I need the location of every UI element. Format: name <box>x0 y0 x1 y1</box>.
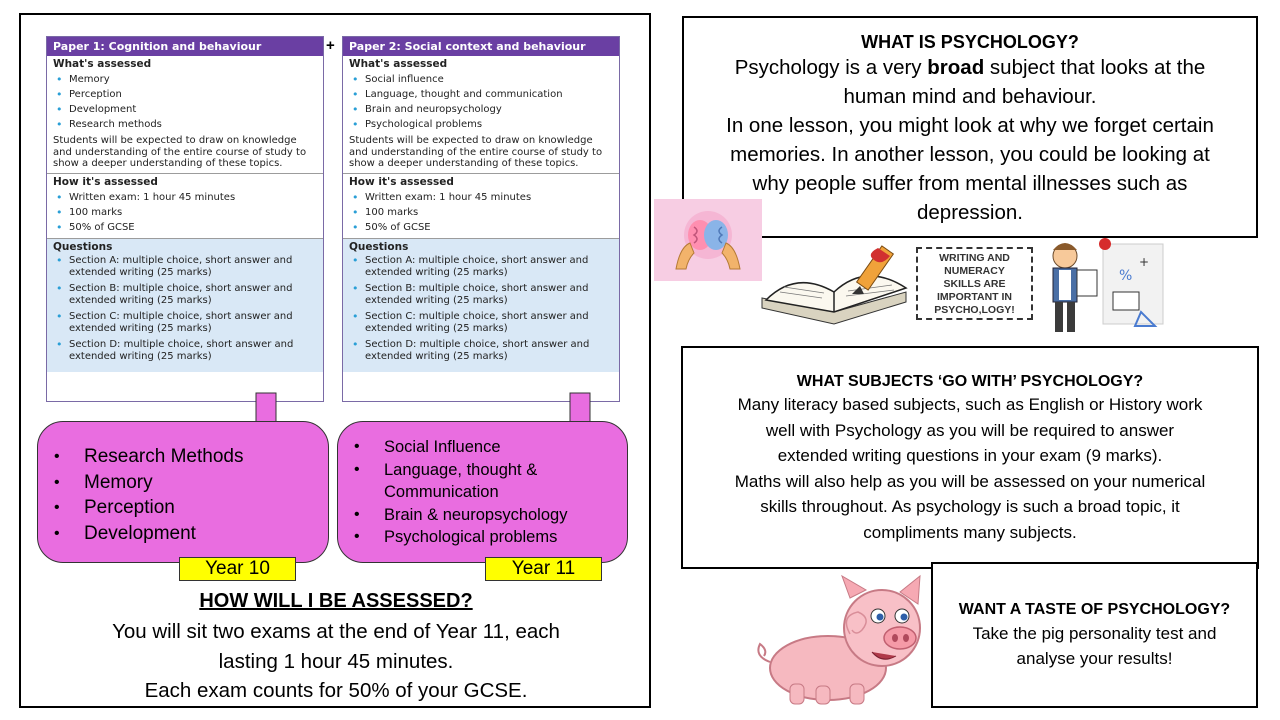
brain-hands-image <box>654 199 762 281</box>
svg-text:%: % <box>1119 268 1133 284</box>
list-item: • Research methods <box>53 117 317 132</box>
note-line: NUMERACY <box>944 265 1005 277</box>
taste-body <box>933 621 1256 671</box>
open-book-icon <box>756 240 914 332</box>
paper2-spec-table <box>342 36 620 402</box>
list-item: • Memory <box>38 470 328 496</box>
section-title: Questions <box>349 240 409 253</box>
list-item: • Section A: multiple choice, short answer and extended writing (25 marks) <box>349 255 613 279</box>
list-item: • 50% of GCSE <box>349 220 613 235</box>
section-title: How it's assessed <box>53 175 158 188</box>
section-title: What's assessed <box>53 58 152 70</box>
list-item: • Section B: multiple choice, short answer and extended writing (25 marks) <box>349 283 613 307</box>
paper2-questions <box>343 239 619 372</box>
list-item: • 50% of GCSE <box>53 220 317 235</box>
list-item: • Section B: multiple choice, short answer and extended writing (25 marks) <box>53 283 317 307</box>
paper1-questions <box>47 239 323 372</box>
paper2-how-assessed <box>343 174 619 239</box>
assessment-text: lasting 1 hour 45 minutes. <box>218 650 454 673</box>
text-line: memories. In another lesson, you could be looking at <box>730 143 1210 166</box>
plus-sign: + <box>326 37 335 54</box>
what-is-title: WHAT IS PSYCHOLOGY? <box>861 32 1079 52</box>
text-span: Psychology is a very <box>734 56 928 79</box>
subjects-body <box>683 392 1257 545</box>
text-line: In one lesson, you might look at why we forget certain <box>726 114 1214 137</box>
list-item: • Section A: multiple choice, short answer and extended writing (25 marks) <box>53 255 317 279</box>
paper1-title: Paper 1: Cognition and behaviour <box>47 37 323 56</box>
maths-teacher-icon <box>1043 236 1167 340</box>
section-title: How it's assessed <box>349 175 454 188</box>
list-item: • Memory <box>53 72 317 87</box>
note-line: SKILLS ARE <box>943 278 1006 290</box>
list-item: • Research Methods <box>38 444 328 470</box>
paper1-how-assessed <box>47 174 323 239</box>
subjects-box <box>681 346 1259 569</box>
paper2-note: Students will be expected to draw on knowledge and understanding of the entire course of study to show a deeper understanding of these topics. <box>349 135 603 169</box>
brain-icon <box>654 199 762 281</box>
svg-text:+: + <box>1139 255 1150 269</box>
paper1-spec-table <box>46 36 324 402</box>
text-line: why people suffer from mental illnesses such as <box>752 172 1188 195</box>
list-item <box>338 481 627 504</box>
paper2-whats-assessed <box>343 56 619 174</box>
list-item: • Social Influence <box>338 436 627 459</box>
assessment-text: Each exam counts for 50% of your GCSE. <box>144 679 528 702</box>
paper2-title: Paper 2: Social context and behaviour <box>343 37 619 56</box>
list-item: • Language, thought & <box>338 459 627 482</box>
list-item: • Psychological problems <box>349 117 613 132</box>
list-item: • Section C: multiple choice, short answer and extended writing (25 marks) <box>349 311 613 335</box>
writing-numeracy-note <box>916 247 1033 320</box>
text-line: compliments many subjects. <box>863 522 1077 542</box>
year10-label: Year 10 <box>179 557 296 581</box>
taste-box <box>931 562 1258 708</box>
list-item: • Psychological problems <box>338 526 627 549</box>
text-line: extended writing questions in your exam (9 marks). <box>777 446 1163 465</box>
text-line: skills throughout. As psychology is such a broad topic, it <box>760 497 1180 516</box>
assessment-text: You will sit two exams at the end of Year 11, each <box>112 620 560 643</box>
text-line: Many literacy based subjects, such as English or History work <box>737 395 1203 414</box>
year10-topics-box <box>37 421 329 563</box>
list-item: • Written exam: 1 hour 45 minutes <box>53 190 317 205</box>
list-item: • 100 marks <box>53 205 317 220</box>
note-line: PSYCHO,LOGY! <box>934 304 1015 316</box>
text-line: well with Psychology as you will be required to answer <box>765 420 1175 440</box>
text-span: subject that looks at the <box>984 56 1206 79</box>
list-item: • Brain and neuropsychology <box>349 102 613 117</box>
paper1-note: Students will be expected to draw on knowledge and understanding of the entire course of study to show a deeper understanding of these topics. <box>53 135 307 169</box>
year11-topics-box <box>337 421 628 563</box>
list-item: • 100 marks <box>349 205 613 220</box>
list-item: • Social influence <box>349 72 613 87</box>
pig-icon <box>732 572 930 708</box>
section-title: Questions <box>53 240 113 253</box>
section-title: What's assessed <box>349 58 448 70</box>
list-item: • Section C: multiple choice, short answer and extended writing (25 marks) <box>53 311 317 335</box>
text-line: depression. <box>917 201 1023 224</box>
list-item: • Development <box>38 521 328 547</box>
list-item: • Brain & neuropsychology <box>338 504 627 527</box>
year11-label: Year 11 <box>485 557 602 581</box>
taste-title: WANT A TASTE OF PSYCHOLOGY? <box>958 601 1231 618</box>
assessment-title: HOW WILL I BE ASSESSED? <box>199 590 473 612</box>
text-line: Take the pig personality test and <box>972 624 1217 643</box>
list-item: • Perception <box>53 87 317 102</box>
list-item: • Written exam: 1 hour 45 minutes <box>349 190 613 205</box>
list-item: • Perception <box>38 495 328 521</box>
what-is-body <box>684 53 1256 227</box>
emphasis-text: broad <box>927 56 985 79</box>
what-is-psychology-box <box>682 16 1258 238</box>
list-item: • Section D: multiple choice, short answer and extended writing (25 marks) <box>53 339 317 363</box>
list-item-continuation: Communication <box>384 483 499 501</box>
note-line: WRITING AND <box>939 252 1010 264</box>
text-line: Maths will also help as you will be assessed on your numerical <box>734 471 1206 491</box>
text-line <box>702 53 1238 82</box>
list-item: • Development <box>53 102 317 117</box>
text-line: human mind and behaviour. <box>843 85 1097 108</box>
list-item: • Language, thought and communication <box>349 87 613 102</box>
subjects-title: WHAT SUBJECTS ‘GO WITH’ PSYCHOLOGY? <box>796 373 1144 390</box>
list-item: • Section D: multiple choice, short answer and extended writing (25 marks) <box>349 339 613 363</box>
note-line: IMPORTANT IN <box>936 291 1013 303</box>
paper1-whats-assessed <box>47 56 323 174</box>
text-line: analyse your results! <box>1016 649 1173 668</box>
